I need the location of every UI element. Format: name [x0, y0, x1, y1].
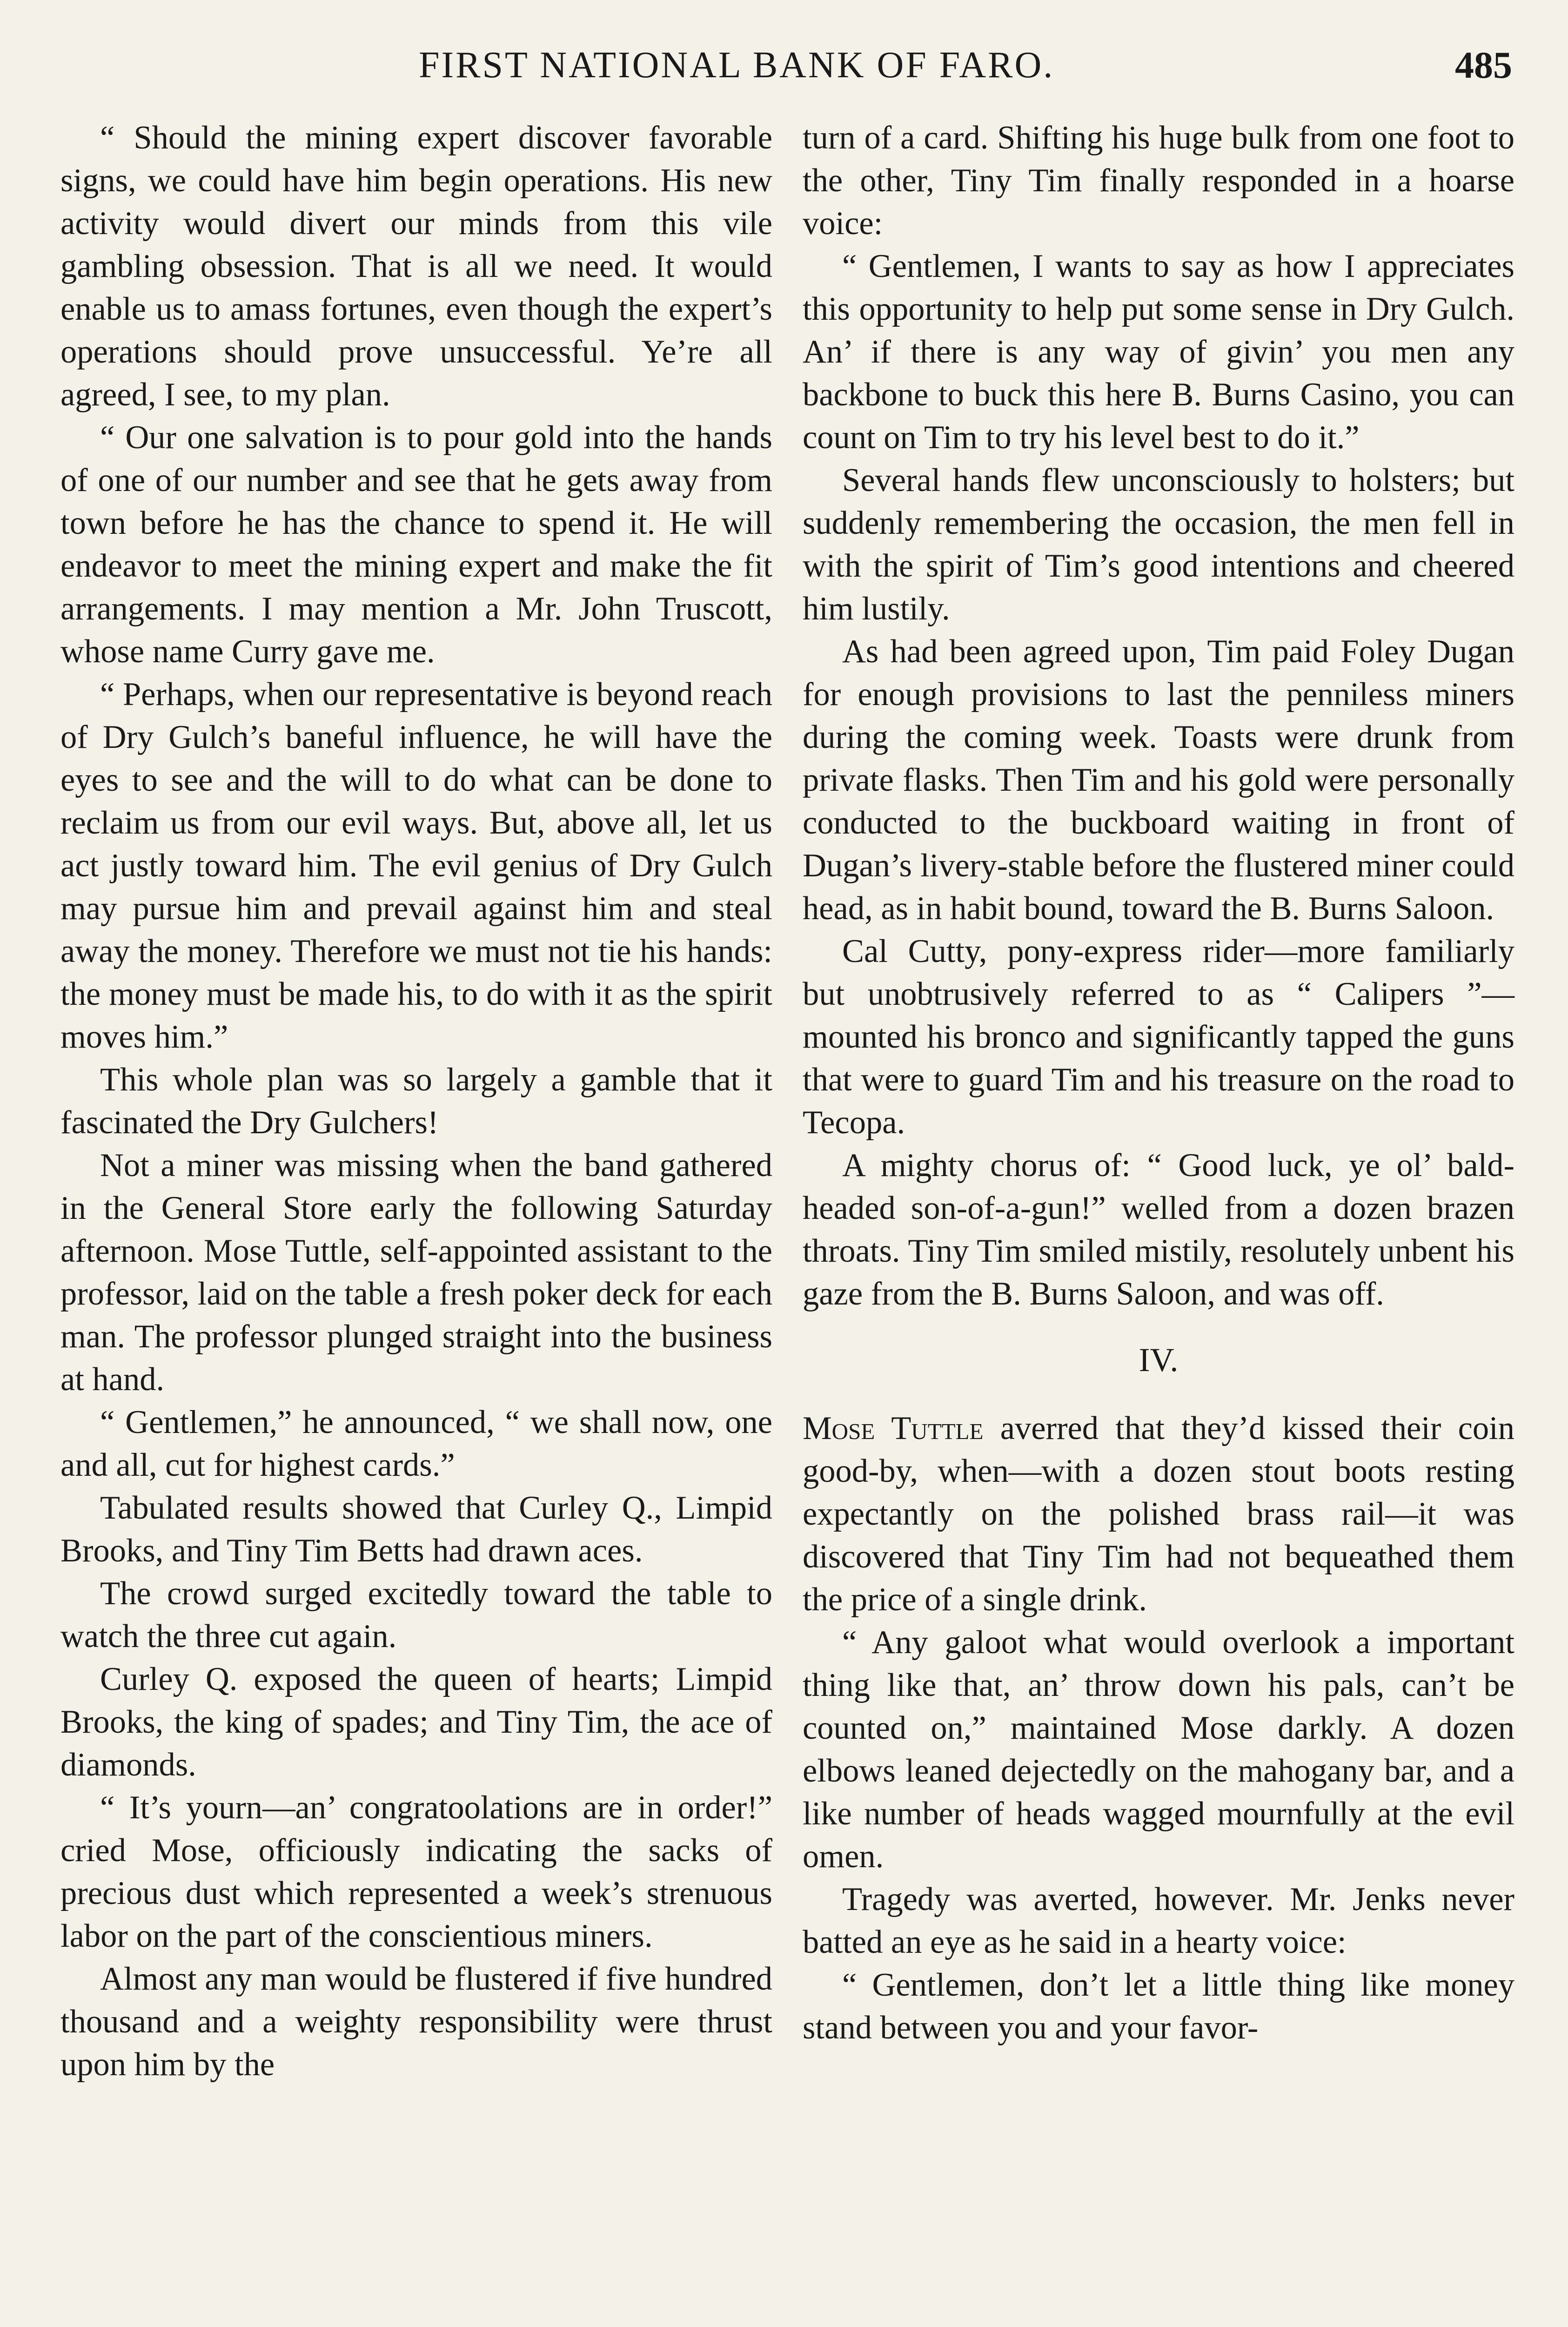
- paragraph: This whole plan was so largely a gamble that it fascinated the Dry Gulchers!: [60, 1062, 772, 1141]
- right-column: [803, 116, 1514, 2049]
- page-number: 485: [1455, 44, 1512, 86]
- paragraph: “ Any galoot what would overlook a important thing like that, an’ throw down his pals, can’t be counted on,” maintained Mose darkly. A dozen elbows leaned dejectedly on the mahogany bar, and a like number of heads wagged mournfully at the evil omen.: [803, 1624, 1514, 1875]
- paragraph: “ Gentlemen, don’t let a little thing like money stand between you and your favor-: [803, 1967, 1514, 2046]
- paragraph: Not a miner was missing when the band gathered in the General Store early the following Saturday afternoon. Mose Tuttle, self-appointed assistant to the professor, laid on the table a fresh poker deck for each man. The professor plunged straight into the business at hand.: [60, 1147, 772, 1398]
- section-lead-paragraph: [803, 1407, 1514, 1621]
- paragraph: A mighty chorus of: “ Good luck, ye ol’ bald-headed son-of-a-gun!” welled from a dozen brazen throats. Tiny Tim smiled mistily, resolutely unbent his gaze from the B. Burns Saloon, and was off.: [803, 1147, 1514, 1312]
- lead-smallcaps: Mose Tuttle: [803, 1410, 984, 1446]
- paragraph: The crowd surged excitedly toward the table to watch the three cut again.: [60, 1575, 772, 1654]
- paragraph: “ Our one salvation is to pour gold into the hands of one of our number and see that he gets away from town before he has the chance to spend it. He will endeavor to meet the mining expert and make the fit arrangements. I may mention a Mr. John Truscott, whose name Curry gave me.: [60, 419, 772, 670]
- paragraph: Tabulated results showed that Curley Q., Limpid Brooks, and Tiny Tim Betts had drawn aces.: [60, 1490, 772, 1569]
- paragraph: Curley Q. exposed the queen of hearts; Limpid Brooks, the king of spades; and Tiny Tim, the ace of diamonds.: [60, 1661, 772, 1783]
- paragraph: Tragedy was averted, however. Mr. Jenks never batted an eye as he said in a hearty voice:: [803, 1881, 1514, 1960]
- paragraph: Almost any man would be flustered if five hundred thousand and a weighty responsibility were thrust upon him by the: [60, 1961, 772, 2083]
- page-header: [60, 37, 1512, 93]
- paragraph: Several hands flew unconsciously to holsters; but suddenly remembering the occasion, the men fell in with the spirit of Tim’s good intentions and cheered him lustily.: [803, 462, 1514, 627]
- paragraph: Cal Cutty, pony-express rider—more familiarly but unobtrusively referred to as “ Calipers ”—mounted his bronco and significantly tapped the guns that were to guard Tim and his treasure on the road to Tecopa.: [803, 933, 1514, 1141]
- left-column: [60, 116, 772, 2086]
- paragraph: “ Perhaps, when our representative is beyond reach of Dry Gulch’s baneful influence, he will have the eyes to see and the will to do what can be done to reclaim us from our evil ways. But, above all, let us act justly toward him. The evil genius of Dry Gulch may pursue him and prevail against him and steal away the money. Therefore we must not tie his hands: the money must be made his, to do with it as the spirit moves him.”: [60, 676, 772, 1055]
- section-heading: IV.: [1139, 1341, 1179, 1379]
- paragraph: “ Gentlemen,” he announced, “ we shall now, one and all, cut for highest cards.”: [60, 1404, 772, 1483]
- paragraph: As had been agreed upon, Tim paid Foley Dugan for enough provisions to last the penniless miners during the coming week. Toasts were drunk from private flasks. Then Tim and his gold were personally conducted to the buckboard waiting in front of Dugan’s livery-stable before the flustered miner could head, as in habit bound, toward the B. Burns Saloon.: [803, 633, 1514, 927]
- paragraph: “ Gentlemen, I wants to say as how I appreciates this opportunity to help put some sense in Dry Gulch. An’ if there is any way of givin’ you men any backbone to buck this here B. Burns Casino, you can count on Tim to try his level best to do it.”: [803, 248, 1514, 456]
- lead-rest: averred that they’d kissed their coin good-by, when—with a dozen stout boots resting expectantly on the polished brass rail—it was discovered that Tiny Tim had not bequeathed them the price of a single drink.: [803, 1410, 1514, 1618]
- paragraph: “ Should the mining expert discover favorable signs, we could have him begin operations. His new activity would divert our minds from this vile gambling obsession. That is all we need. It would enable us to amass fortunes, even though the expert’s operations should prove unsuccessful. Ye’re all agreed, I see, to my plan.: [60, 120, 772, 413]
- paragraph: turn of a card. Shifting his huge bulk from one foot to the other, Tiny Tim finally responded in a hoarse voice:: [803, 120, 1514, 242]
- paragraph: “ It’s yourn—an’ congratoolations are in order!” cried Mose, officiously indicating the sacks of precious dust which represented a week’s strenuous labor on the part of the conscientious miners.: [60, 1789, 772, 1954]
- running-head: FIRST NATIONAL BANK OF FARO.: [419, 45, 1055, 86]
